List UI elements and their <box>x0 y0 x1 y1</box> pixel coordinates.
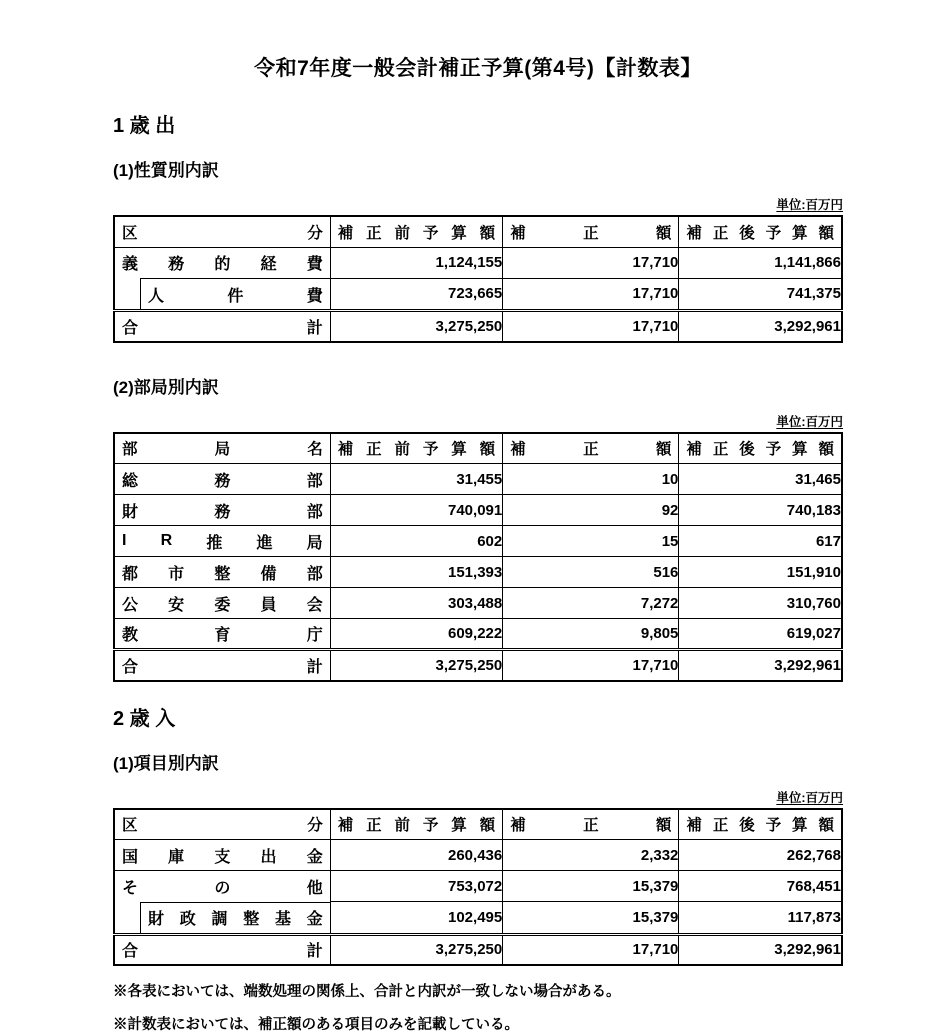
table-header-row <box>114 433 842 464</box>
amount-before-cell: 102,495 <box>330 902 503 935</box>
table-row <box>114 464 842 495</box>
amount-after-cell: 3,292,961 <box>679 311 842 342</box>
revenue-by-item-table <box>113 808 843 967</box>
table-header-row <box>114 216 842 247</box>
unit-label: 単位:百万円 <box>776 790 843 805</box>
table-total-row <box>114 934 842 965</box>
amount-after-cell: 262,768 <box>679 840 842 871</box>
row-label-cell <box>114 526 330 557</box>
expenditure-by-bureau-table <box>113 432 843 682</box>
row-label: 都 市 整 備 部 <box>122 565 323 583</box>
section-2-heading: 2 歳 入 <box>113 707 176 730</box>
header-label: 部 局 名 <box>122 441 323 459</box>
row-label-cell <box>114 934 330 965</box>
amount-after-cell: 3,292,961 <box>679 650 842 681</box>
footnote-rounding: ※各表においては、端数処理の関係上、合計と内訳が一致しない場合がある。 <box>113 984 621 1000</box>
amount-before-cell: 3,275,250 <box>330 311 503 342</box>
unit-label: 単位:百万円 <box>776 414 843 429</box>
unit-label: 単位:百万円 <box>776 198 843 212</box>
header-cell-before <box>330 216 503 247</box>
header-label: 区 分 <box>122 817 323 835</box>
table-sub-row <box>114 278 842 311</box>
header-label: 補 正 前 予 算 額 <box>337 441 496 459</box>
amount-before-cell: 303,488 <box>330 588 503 619</box>
section-1-heading: 1 歳 出 <box>113 115 176 137</box>
correction-amount-cell: 15,379 <box>503 902 679 935</box>
row-label-cell <box>114 902 330 935</box>
sub-item-box <box>140 902 330 933</box>
header-cell-category <box>114 809 330 840</box>
section-1-sub-2-heading: (2)部局別内訳 <box>113 377 219 397</box>
correction-amount-cell: 17,710 <box>503 934 679 965</box>
correction-amount-cell: 15,379 <box>503 871 679 902</box>
row-label: 合 計 <box>122 658 323 676</box>
section-2-sub-1-heading: (1)項目別内訳 <box>113 753 219 773</box>
correction-amount-cell: 17,710 <box>503 311 679 342</box>
table-row <box>114 619 842 650</box>
correction-amount-cell: 516 <box>503 557 679 588</box>
correction-amount-cell: 15 <box>503 526 679 557</box>
amount-after-cell: 619,027 <box>679 619 842 650</box>
row-label: 財 務 部 <box>122 503 323 521</box>
header-label: 補 正 前 予 算 額 <box>337 224 496 242</box>
row-label-cell <box>114 495 330 526</box>
amount-before-cell: 753,072 <box>330 871 503 902</box>
table-row <box>114 247 842 278</box>
table-total-row <box>114 650 842 681</box>
header-label: 補 正 前 予 算 額 <box>337 817 496 835</box>
header-label: 区 分 <box>122 224 323 242</box>
amount-after-cell: 741,375 <box>679 278 842 311</box>
table-total-row <box>114 311 842 342</box>
amount-after-cell: 31,465 <box>679 464 842 495</box>
amount-after-cell: 740,183 <box>679 495 842 526</box>
row-label-cell <box>114 311 330 342</box>
amount-after-cell: 310,760 <box>679 588 842 619</box>
table-row <box>114 871 842 902</box>
amount-before-cell: 723,665 <box>330 278 503 311</box>
section-1-sub-1-heading: (1)性質別内訳 <box>113 161 219 180</box>
row-label: 合 計 <box>122 943 323 961</box>
row-label: 人 件 費 <box>148 287 323 305</box>
row-label: 教 育 庁 <box>122 627 323 644</box>
header-cell-category <box>114 216 330 247</box>
footnote-scope: ※計数表においては、補正額のある項目のみを記載している。 <box>113 1017 519 1033</box>
correction-amount-cell: 9,805 <box>503 619 679 650</box>
page-title: 令和7年度一般会計補正予算(第4号)【計数表】 <box>254 57 702 80</box>
row-label-cell <box>114 278 330 311</box>
header-cell-bureau <box>114 433 330 464</box>
header-cell-after <box>679 809 842 840</box>
correction-amount-cell: 2,332 <box>503 840 679 871</box>
table-row <box>114 840 842 871</box>
table-row <box>114 526 842 557</box>
amount-after-cell: 617 <box>679 526 842 557</box>
table-row <box>114 557 842 588</box>
amount-before-cell: 3,275,250 <box>330 650 503 681</box>
table-header-row <box>114 809 842 840</box>
row-label-cell <box>114 871 330 902</box>
correction-amount-cell: 17,710 <box>503 278 679 311</box>
row-label-cell <box>114 247 330 278</box>
amount-after-cell: 151,910 <box>679 557 842 588</box>
amount-after-cell: 117,873 <box>679 902 842 935</box>
row-label: 義 務 的 経 費 <box>122 256 323 274</box>
header-label: 補 正 後 予 算 額 <box>686 224 834 242</box>
header-cell-correction <box>503 433 679 464</box>
expenditure-by-nature-table <box>113 215 843 343</box>
correction-amount-cell: 17,710 <box>503 247 679 278</box>
correction-amount-cell: 10 <box>503 464 679 495</box>
header-cell-after <box>679 216 842 247</box>
header-label: 補 正 額 <box>510 441 672 459</box>
row-label-cell <box>114 464 330 495</box>
table-row <box>114 588 842 619</box>
header-cell-correction <box>503 216 679 247</box>
row-label-cell <box>114 588 330 619</box>
amount-before-cell: 3,275,250 <box>330 934 503 965</box>
row-label-cell <box>114 650 330 681</box>
header-label: 補 正 額 <box>510 224 672 242</box>
row-label: 公 安 委 員 会 <box>122 596 323 614</box>
row-label-cell <box>114 557 330 588</box>
row-label: 国 庫 支 出 金 <box>122 848 323 866</box>
amount-before-cell: 740,091 <box>330 495 503 526</box>
table-sub-row <box>114 902 842 935</box>
amount-after-cell: 3,292,961 <box>679 934 842 965</box>
header-label: 補 正 額 <box>510 817 672 835</box>
sub-item-box <box>140 278 330 309</box>
row-label: 合 計 <box>122 319 323 337</box>
header-cell-before <box>330 433 503 464</box>
header-label: 補 正 後 予 算 額 <box>686 441 834 459</box>
header-label: 補 正 後 予 算 額 <box>686 817 834 835</box>
row-label: 総 務 部 <box>122 472 323 490</box>
row-label: そ の 他 <box>122 879 323 897</box>
header-cell-correction <box>503 809 679 840</box>
amount-after-cell: 1,141,866 <box>679 247 842 278</box>
row-label: 財 政 調 整 基 金 <box>148 911 323 928</box>
correction-amount-cell: 7,272 <box>503 588 679 619</box>
amount-before-cell: 260,436 <box>330 840 503 871</box>
amount-after-cell: 768,451 <box>679 871 842 902</box>
amount-before-cell: 609,222 <box>330 619 503 650</box>
row-label-cell <box>114 840 330 871</box>
header-cell-before <box>330 809 503 840</box>
amount-before-cell: 151,393 <box>330 557 503 588</box>
amount-before-cell: 1,124,155 <box>330 247 503 278</box>
amount-before-cell: 31,455 <box>330 464 503 495</box>
table-row <box>114 495 842 526</box>
correction-amount-cell: 92 <box>503 495 679 526</box>
correction-amount-cell: 17,710 <box>503 650 679 681</box>
header-cell-after <box>679 433 842 464</box>
row-label: I R 推 進 局 <box>122 532 323 552</box>
amount-before-cell: 602 <box>330 526 503 557</box>
row-label-cell <box>114 619 330 650</box>
